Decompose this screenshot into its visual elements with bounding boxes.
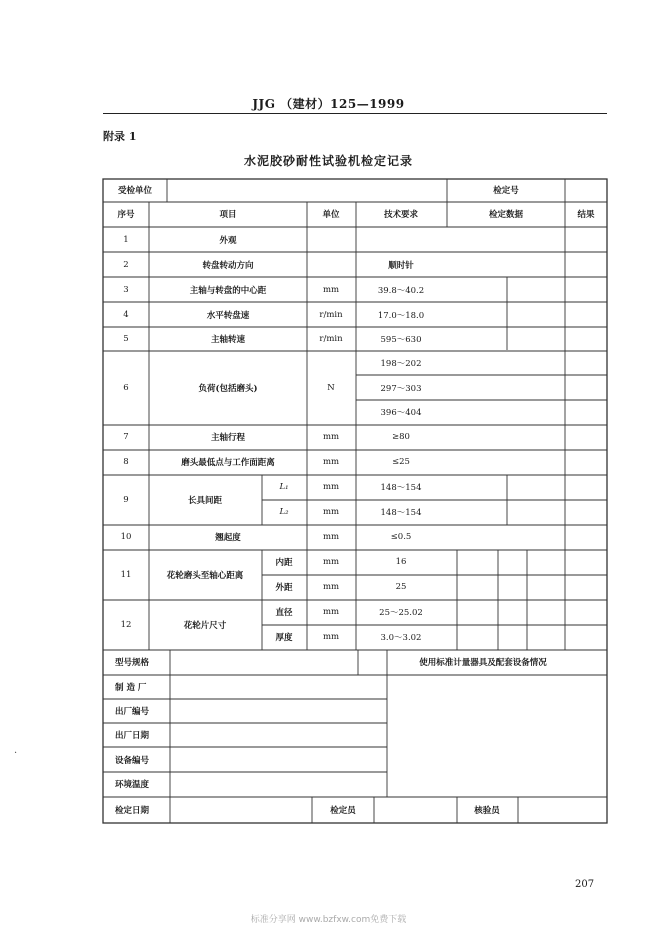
cert-no-label: 检定号 — [493, 186, 519, 196]
equipment-no-label: 设备编号 — [115, 756, 150, 766]
row-item: 水平转盘速 — [206, 311, 250, 321]
row-no: 11 — [120, 570, 132, 580]
col-result: 结果 — [577, 210, 595, 220]
row-item: 外观 — [219, 236, 237, 246]
row-requirement: 297～303 — [380, 384, 422, 394]
row-no: 7 — [123, 432, 129, 442]
row-unit: mm — [322, 532, 340, 542]
row-requirement: 3.0～3.02 — [380, 633, 422, 643]
col-data: 检定数据 — [488, 210, 524, 220]
row-no: 3 — [123, 285, 129, 295]
manufacture-date-label: 出厂日期 — [115, 731, 150, 741]
row-unit: mm — [322, 432, 340, 442]
row-subitem: 内距 — [275, 558, 293, 568]
col-requirement: 技术要求 — [383, 210, 419, 220]
row-unit: r/min — [319, 310, 343, 320]
row-no: 8 — [123, 457, 129, 467]
row-item: 主轴与转盘的中心距 — [189, 286, 267, 296]
serial-label: 出厂编号 — [115, 707, 150, 717]
row-no: 4 — [123, 310, 129, 320]
row-subitem: L₂ — [279, 507, 289, 517]
row-requirement: 顺时针 — [388, 261, 414, 271]
row-requirement: 17.0～18.0 — [377, 311, 425, 321]
row-subitem: 厚度 — [275, 633, 293, 643]
row-item: 花轮片尺寸 — [183, 621, 227, 631]
checker-label: 核验员 — [474, 806, 500, 816]
watermark: 标准分享网 www.bzfxw.com免费下载 — [250, 915, 407, 925]
row-requirement: 595～630 — [380, 335, 422, 345]
record-title: 水泥胶砂耐性试验机检定记录 — [243, 154, 413, 168]
row-item: 主轴转速 — [210, 335, 246, 345]
verifier-label: 检定员 — [330, 806, 356, 816]
row-requirement: 148～154 — [380, 483, 422, 493]
col-item: 项目 — [219, 210, 237, 220]
appendix-label: 附录 1 — [103, 130, 137, 143]
col-no: 序号 — [117, 210, 135, 220]
row-no: 6 — [123, 383, 129, 393]
row-item: 磨头最低点与工作面距离 — [181, 458, 275, 468]
row-unit: mm — [322, 557, 340, 567]
row-subitem: L₁ — [279, 482, 289, 492]
row-unit: mm — [322, 285, 340, 295]
row-item: 翘起度 — [215, 533, 241, 543]
row-requirement: 198～202 — [380, 359, 422, 369]
row-unit: mm — [322, 582, 340, 592]
row-unit: N — [327, 383, 335, 393]
row-item: 负荷(包括磨头) — [198, 384, 258, 394]
verify-date-label: 检定日期 — [115, 806, 150, 816]
row-requirement: 396～404 — [380, 408, 422, 418]
col-unit: 单位 — [322, 210, 340, 220]
scan-mark: · — [14, 748, 18, 759]
row-requirement: ≤25 — [392, 457, 410, 467]
manufacturer-label: 制 造 厂 — [115, 683, 147, 693]
standard-equipment-label: 使用标准计量器具及配套设备情况 — [419, 658, 547, 668]
row-unit: mm — [322, 482, 340, 492]
env-temp-label: 环境温度 — [115, 780, 150, 790]
row-no: 12 — [120, 620, 132, 630]
row-item: 转盘转动方向 — [202, 261, 254, 271]
inspected-unit-label: 受检单位 — [117, 186, 153, 196]
row-requirement: 25～25.02 — [379, 608, 423, 618]
row-requirement: ≥80 — [392, 432, 410, 442]
model-label: 型号规格 — [115, 658, 150, 668]
row-requirement: 16 — [395, 557, 407, 567]
row-subitem: 直径 — [275, 608, 293, 618]
row-item: 主轴行程 — [210, 433, 246, 443]
row-unit: mm — [322, 607, 340, 617]
row-no: 1 — [123, 235, 129, 245]
row-item: 花轮磨头至轴心距离 — [166, 571, 244, 581]
row-no: 2 — [123, 260, 129, 270]
row-unit: mm — [322, 457, 340, 467]
row-no: 10 — [120, 532, 132, 542]
row-no: 9 — [123, 495, 129, 505]
row-requirement: 25 — [395, 582, 407, 592]
row-subitem: 外距 — [275, 583, 293, 593]
row-requirement: 39.8～40.2 — [377, 286, 425, 296]
row-unit: mm — [322, 507, 340, 517]
row-item: 长具间距 — [187, 496, 223, 506]
page-number: 207 — [575, 879, 595, 890]
row-requirement: ≤0.5 — [390, 532, 412, 542]
row-requirement: 148～154 — [380, 508, 422, 518]
standard-header: JJG （建材）125—1999 — [252, 97, 405, 111]
row-unit: r/min — [319, 334, 343, 344]
row-unit: mm — [322, 632, 340, 642]
row-no: 5 — [123, 334, 129, 344]
